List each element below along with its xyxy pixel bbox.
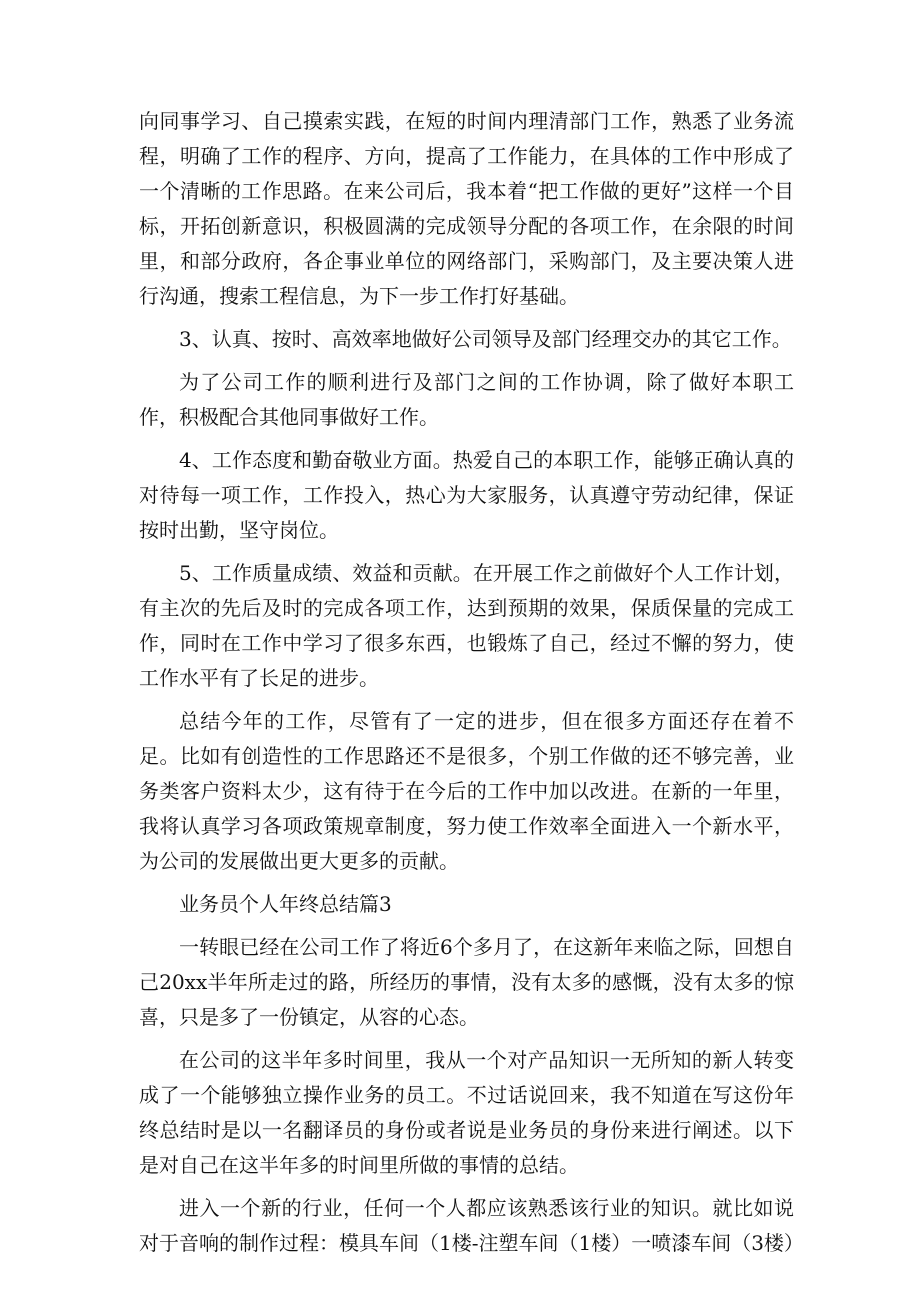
document-body (139, 104, 804, 1269)
paragraph-5: 5、工作质量成绩、效益和贡献。在开展工作之前做好个人工作计划，有主次的先后及时的完成各项工作，达到预期的效果，保质保量的完成工作，同时在工作中学习了很多东西，也锻炼了自己，经过不懈的努力，使工作水平有了长足的进步。 (139, 561, 794, 690)
paragraph-8: 在公司的这半年多时间里，我从一个对产品知识一无所知的新人转变成了一个能够独立操作业务的员工。不过话说回来，我不知道在写这份年终总结时是以一名翻译员的身份或者说是业务员的身份来进行阐述。以下是对自己在这半年多的时间里所做的事情的总结。 (139, 1048, 794, 1177)
section-heading: 业务员个人年终总结篇3 (179, 892, 392, 916)
paragraph-1: 向同事学习、自己摸索实践，在短的时间内理清部门工作，熟悉了业务流程，明确了工作的程序、方向，提高了工作能力，在具体的工作中形成了一个清晰的工作思路。在来公司后，我本着“把工作做的更好”这样一个目标，开拓创新意识，积极圆满的完成领导分配的各项工作，在余限的时间里，和部分政府，各企事业单位的网络部门，采购部门，及主要决策人进行沟通，搜索工程信息，为下一步工作打好基础。 (139, 109, 794, 308)
paragraph-2: 3、认真、按时、高效率地做好公司领导及部门经理交办的其它工作。 (179, 327, 792, 351)
paragraph-3: 为了公司工作的顺利进行及部门之间的工作协调，除了做好本职工作，积极配合其他同事做好工作。 (139, 370, 794, 429)
paragraph-6: 总结今年的工作，尽管有了一定的进步，但在很多方面还存在着不足。比如有创造性的工作思路还不是很多，个别工作做的还不够完善，业务类客户资料太少，这有待于在今后的工作中加以改进。在新的一年里，我将认真学习各项政策规章制度，努力使工作效率全面进入一个新水平，为公司的发展做出更大更多的贡献。 (139, 709, 794, 873)
paragraph-7: 一转眼已经在公司工作了将近6个多月了，在这新年来临之际，回想自己20xx半年所走过的路，所经历的事情，没有太多的感慨，没有太多的惊喜，只是多了一份镇定，从容的心态。 (139, 935, 794, 1029)
paragraph-9: 进入一个新的行业，任何一个人都应该熟悉该行业的知识。就比如说对于音响的制作过程：模具车间（1楼-注塑车间（1楼）一喷漆车间（3楼） (139, 1196, 804, 1255)
paragraph-4: 4、工作态度和勤奋敬业方面。热爱自己的本职工作，能够正确认真的对待每一项工作，工作投入，热心为大家服务，认真遵守劳动纪律，保证按时出勤，坚守岗位。 (139, 448, 794, 542)
